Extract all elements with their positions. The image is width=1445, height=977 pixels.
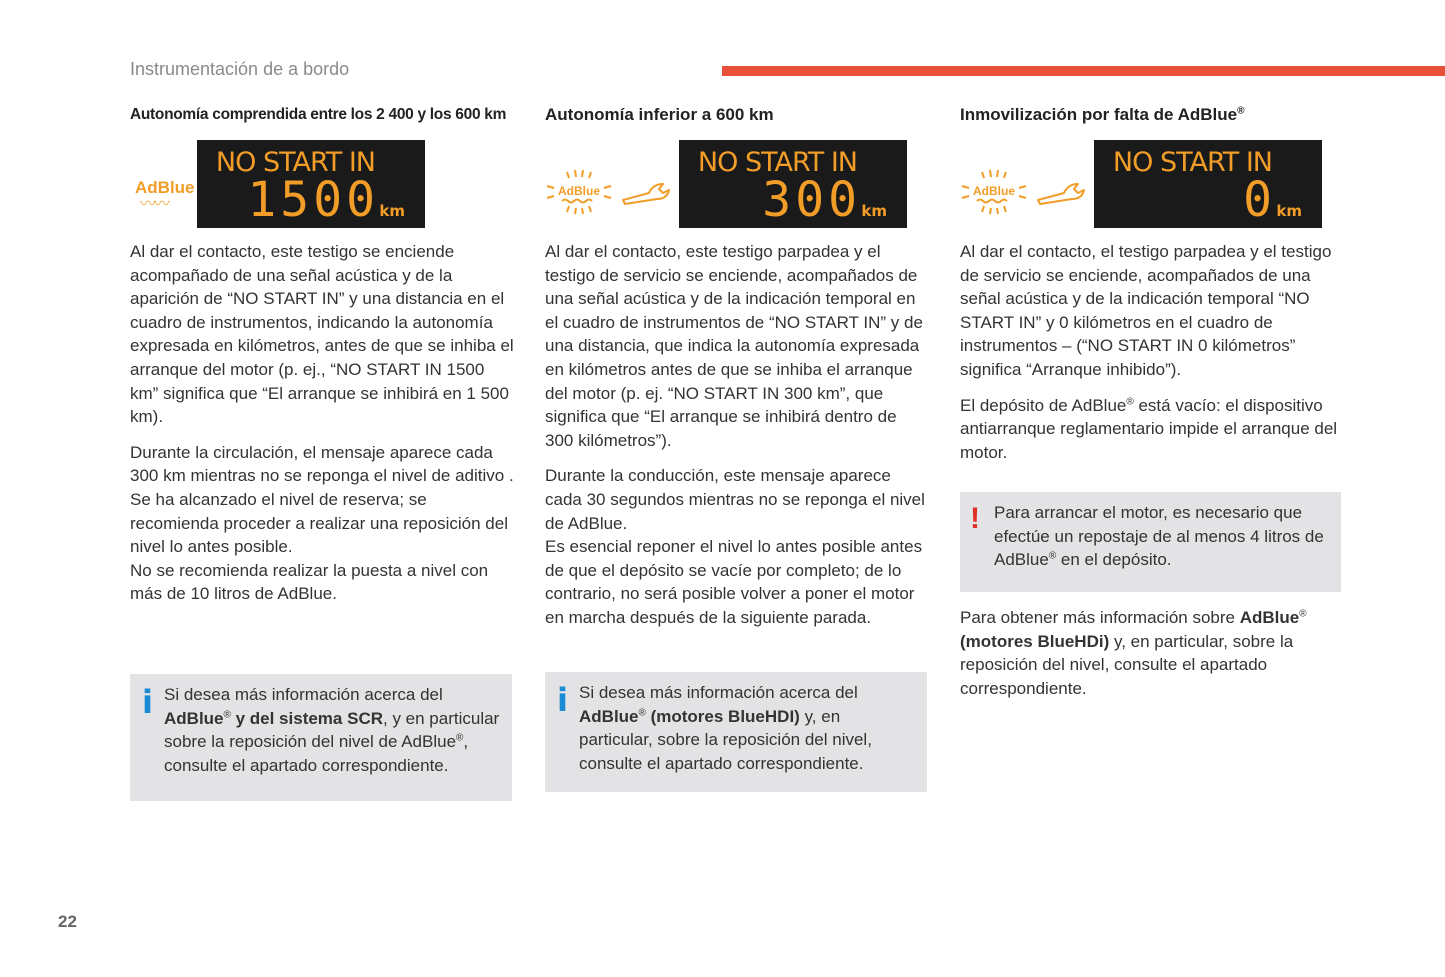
lcd-distance: 0 xyxy=(1243,172,1276,228)
column-immobilization xyxy=(960,103,1344,464)
registered-mark: ® xyxy=(1237,105,1245,117)
body-paragraph xyxy=(960,394,1344,465)
column-below-600 xyxy=(545,103,929,630)
lcd-distance: 1500 xyxy=(247,172,379,228)
section-title: Autonomía comprendida entre los 2 400 y los 600 km xyxy=(130,106,507,123)
body-bold: (motores BlueHDi) xyxy=(960,631,1110,651)
lcd-display xyxy=(197,140,425,228)
body-paragraph: Durante la circulación, el mensaje aparece cada 300 km mientras no se reponga el nivel de aditivo . Se ha alcanzado el nivel de reserva; se recomienda proceder a realizar una reposición del nivel lo antes posible. No se recomienda realizar la puesta a nivel con más de 10 litros de AdBlue. xyxy=(130,442,514,604)
body-paragraph: Al dar el contacto, este testigo se enciende acompañado de una señal acústica y de la aparición de “NO START IN” y una distancia en el cuadro de instrumentos, indicando la autonomía expresada en kilómetros, antes de que se inhiba el arranque del motor (p. ej., “NO START IN 1500 km” significa que “El arranque se inhibirá en 1 500 km). xyxy=(130,242,514,427)
info-text: Si desea más información acerca del xyxy=(164,685,443,704)
warning-visual xyxy=(960,140,1344,230)
info-box xyxy=(545,672,927,792)
body-text: El depósito de AdBlue xyxy=(960,395,1127,415)
exclamation-icon: ! xyxy=(970,502,980,535)
info-bold: (motores BlueHDI) xyxy=(645,706,800,726)
icon-label: AdBlue xyxy=(558,184,600,198)
icon-label: AdBlue xyxy=(973,184,1015,198)
wrench-icon xyxy=(619,180,673,206)
section-title: Autonomía inferior a 600 km xyxy=(545,105,774,124)
body-paragraph: Al dar el contacto, el testigo parpadea y el testigo de servicio se enciende, acompañados de una señal acústica y de la indicación temporal “NO START IN” y 0 kilómetros en el cuadro de instrumentos – (“NO START IN 0 kilómetros” significa “Arranque inhibido”). xyxy=(960,242,1332,379)
wave-icon: 〰〰 xyxy=(140,196,169,213)
info-text: , consulte el apartado correspondiente. xyxy=(164,732,469,775)
header-accent-bar xyxy=(722,66,1445,76)
lcd-display xyxy=(1094,140,1322,228)
adblue-warning-flashing-icon xyxy=(960,168,1028,216)
registered-mark: ® xyxy=(1126,395,1134,407)
warning-visual xyxy=(545,140,929,230)
info-bold: AdBlue xyxy=(164,708,224,728)
body-text: y, en particular, sobre la reposición del nivel, consulte el apartado correspondiente. xyxy=(960,631,1294,698)
body-text: está vacío: el dispositivo antiarranque reglamentario impide el arranque del motor. xyxy=(960,395,1338,462)
registered-mark: ® xyxy=(1299,608,1307,620)
info-text: , y en particular sobre la reposición del nivel de AdBlue xyxy=(164,708,500,752)
registered-mark: ® xyxy=(223,708,231,720)
page-number: 22 xyxy=(58,912,77,931)
column-range-2400-600 xyxy=(130,103,514,606)
body-text: Para obtener más información sobre xyxy=(960,608,1240,627)
warning-text: en el depósito. xyxy=(1056,550,1172,570)
registered-mark: ® xyxy=(1048,550,1057,562)
info-box xyxy=(130,674,512,801)
lcd-distance: 300 xyxy=(762,172,861,228)
body-bold: AdBlue xyxy=(1239,608,1300,627)
lcd-unit: km xyxy=(379,202,405,220)
info-bold: y del sistema SCR xyxy=(230,708,383,728)
section-title xyxy=(960,103,1344,127)
lcd-unit: km xyxy=(861,202,887,220)
adblue-warning-flashing-icon xyxy=(545,168,613,216)
info-icon: i xyxy=(557,681,568,719)
lcd-display xyxy=(679,140,907,228)
info-bold: AdBlue xyxy=(579,706,639,726)
lcd-message: NO START IN xyxy=(215,147,375,178)
adblue-logo-icon: AdBlue xyxy=(135,178,195,197)
more-info-paragraph xyxy=(960,606,1344,700)
warning-visual xyxy=(130,140,514,230)
info-text: Si desea más información acerca del xyxy=(579,683,858,702)
body-paragraph: Al dar el contacto, este testigo parpadea y el testigo de servicio se enciende, acompañados de una señal acústica y de la indicación temporal en el cuadro de instrumentos de “NO START IN” y de una distancia, que indica la autonomía expresada en kilómetros antes de que se inhiba el arranque del motor (p. ej. “NO START IN 300 km”, que significa que “El arranque se inhibirá dentro de 300 kilómetros”). xyxy=(545,242,923,450)
warning-box xyxy=(960,492,1341,592)
wrench-icon xyxy=(1034,180,1088,206)
info-text: y, en particular, sobre la reposición del nivel, consulte el apartado correspondiente. xyxy=(579,706,872,773)
registered-mark: ® xyxy=(456,732,464,744)
lcd-message: NO START IN xyxy=(1112,147,1272,178)
registered-mark: ® xyxy=(638,706,646,718)
warning-text: Para arrancar el motor, es necesario que efectúe un repostaje de al menos 4 litros de AdBlue xyxy=(994,503,1324,570)
section-title-text: Inmovilización por falta de AdBlue xyxy=(960,105,1238,124)
header-title: Instrumentación de a bordo xyxy=(130,59,350,79)
lcd-message: NO START IN xyxy=(697,147,857,178)
body-paragraph: Durante la conducción, este mensaje aparece cada 30 segundos mientras no se reponga el nivel de AdBlue. Es esencial reponer el nivel lo antes posible antes de que el depósito se vacíe por completo; de lo contrario, no será posible volver a poner el motor en marcha después de la siguiente parada. xyxy=(545,466,925,627)
info-icon: i xyxy=(142,683,153,721)
lcd-unit: km xyxy=(1276,202,1302,220)
